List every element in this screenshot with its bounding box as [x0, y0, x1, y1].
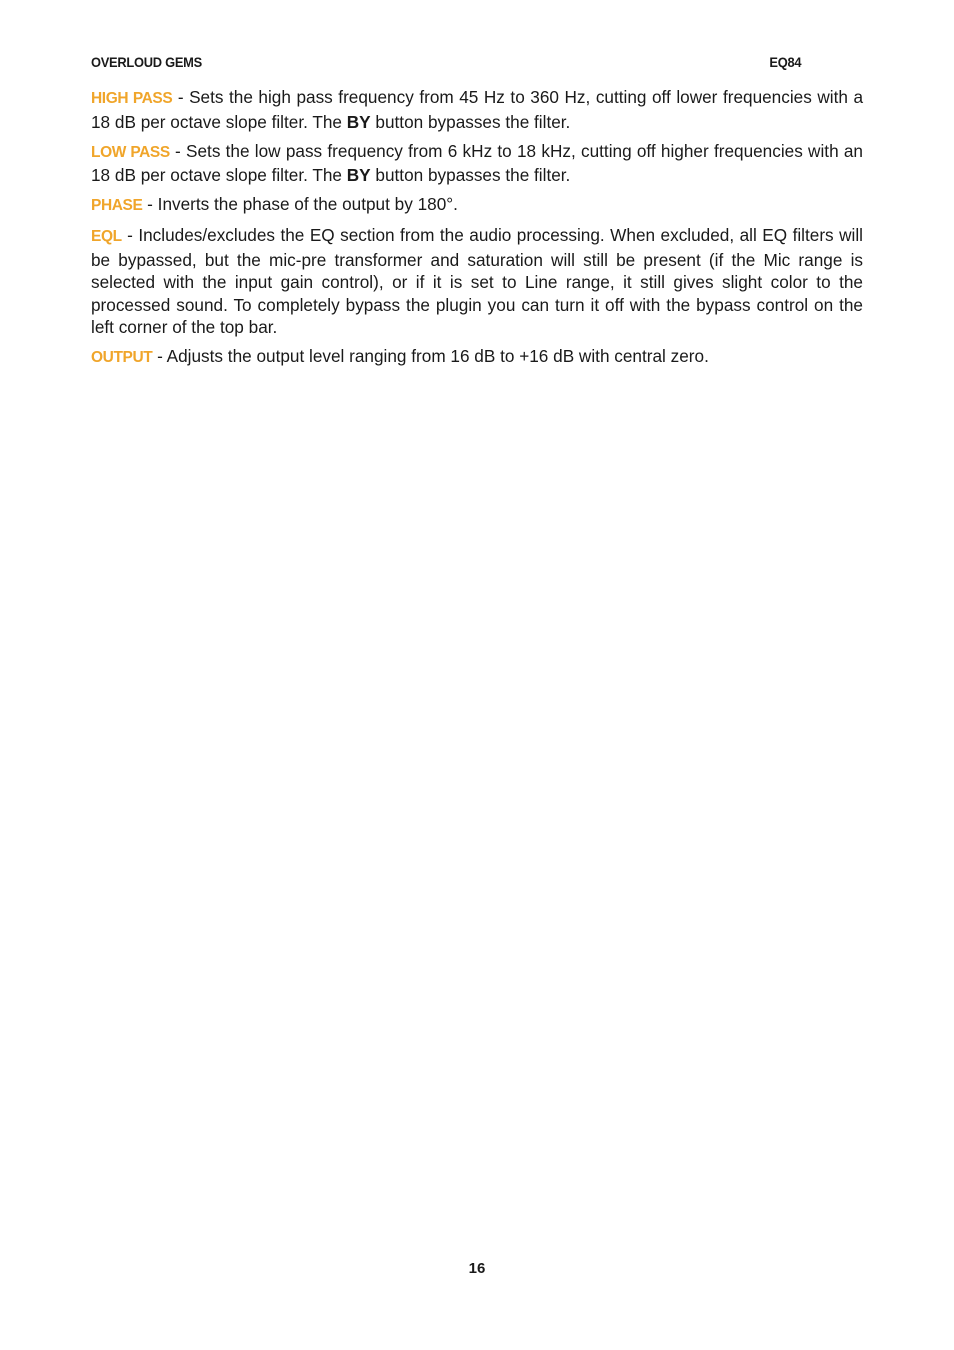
term-high-pass: HIGH PASS [91, 90, 173, 107]
page-number: 16 [468, 1260, 486, 1277]
term-output: OUTPUT [91, 349, 153, 366]
paragraph-high-pass [91, 86, 863, 133]
high-pass-desc-post: button bypasses the filter. [370, 111, 571, 132]
high-pass-desc-pre: - Sets the high pass frequency from 45 Hz to 360 Hz, cutting off lower frequencies with a 18 dB per octave slope filter. The [91, 87, 863, 132]
page-header [91, 54, 801, 70]
document-body [91, 86, 863, 376]
paragraph-low-pass [91, 140, 863, 187]
low-pass-desc-post: button bypasses the filter. [370, 165, 571, 185]
eql-desc: - Includes/excludes the EQ section from the audio processing. When excluded, all EQ filters will be bypassed, but the mic-pre transformer and saturation will still be present (if the Mic range is selected with the input gain control), or if it is set to Line range, it still gives slight color to the processed sound. To completely bypass the plugin you can turn it off with the bypass control on the left corner of the top bar. [91, 225, 863, 337]
phase-desc: - Inverts the phase of the output by 180°. [142, 194, 458, 214]
paragraph-eql [91, 224, 863, 339]
high-pass-by-label: BY [346, 111, 371, 132]
output-desc: - Adjusts the output level ranging from 16 dB to +16 dB with central zero. [152, 346, 709, 366]
header-brand: OVERLOUD GEMS [91, 54, 202, 70]
header-product: EQ84 [769, 54, 802, 70]
paragraph-output [91, 345, 863, 370]
term-phase: PHASE [91, 197, 143, 214]
paragraph-phase [91, 193, 863, 218]
low-pass-desc-pre: - Sets the low pass frequency from 6 kHz to 18 kHz, cutting off higher frequencies with an 18 dB per octave slope filter. The [91, 140, 863, 185]
low-pass-by-label: BY [346, 165, 371, 185]
term-eql: EQL [91, 228, 122, 245]
term-low-pass: LOW PASS [91, 143, 170, 161]
